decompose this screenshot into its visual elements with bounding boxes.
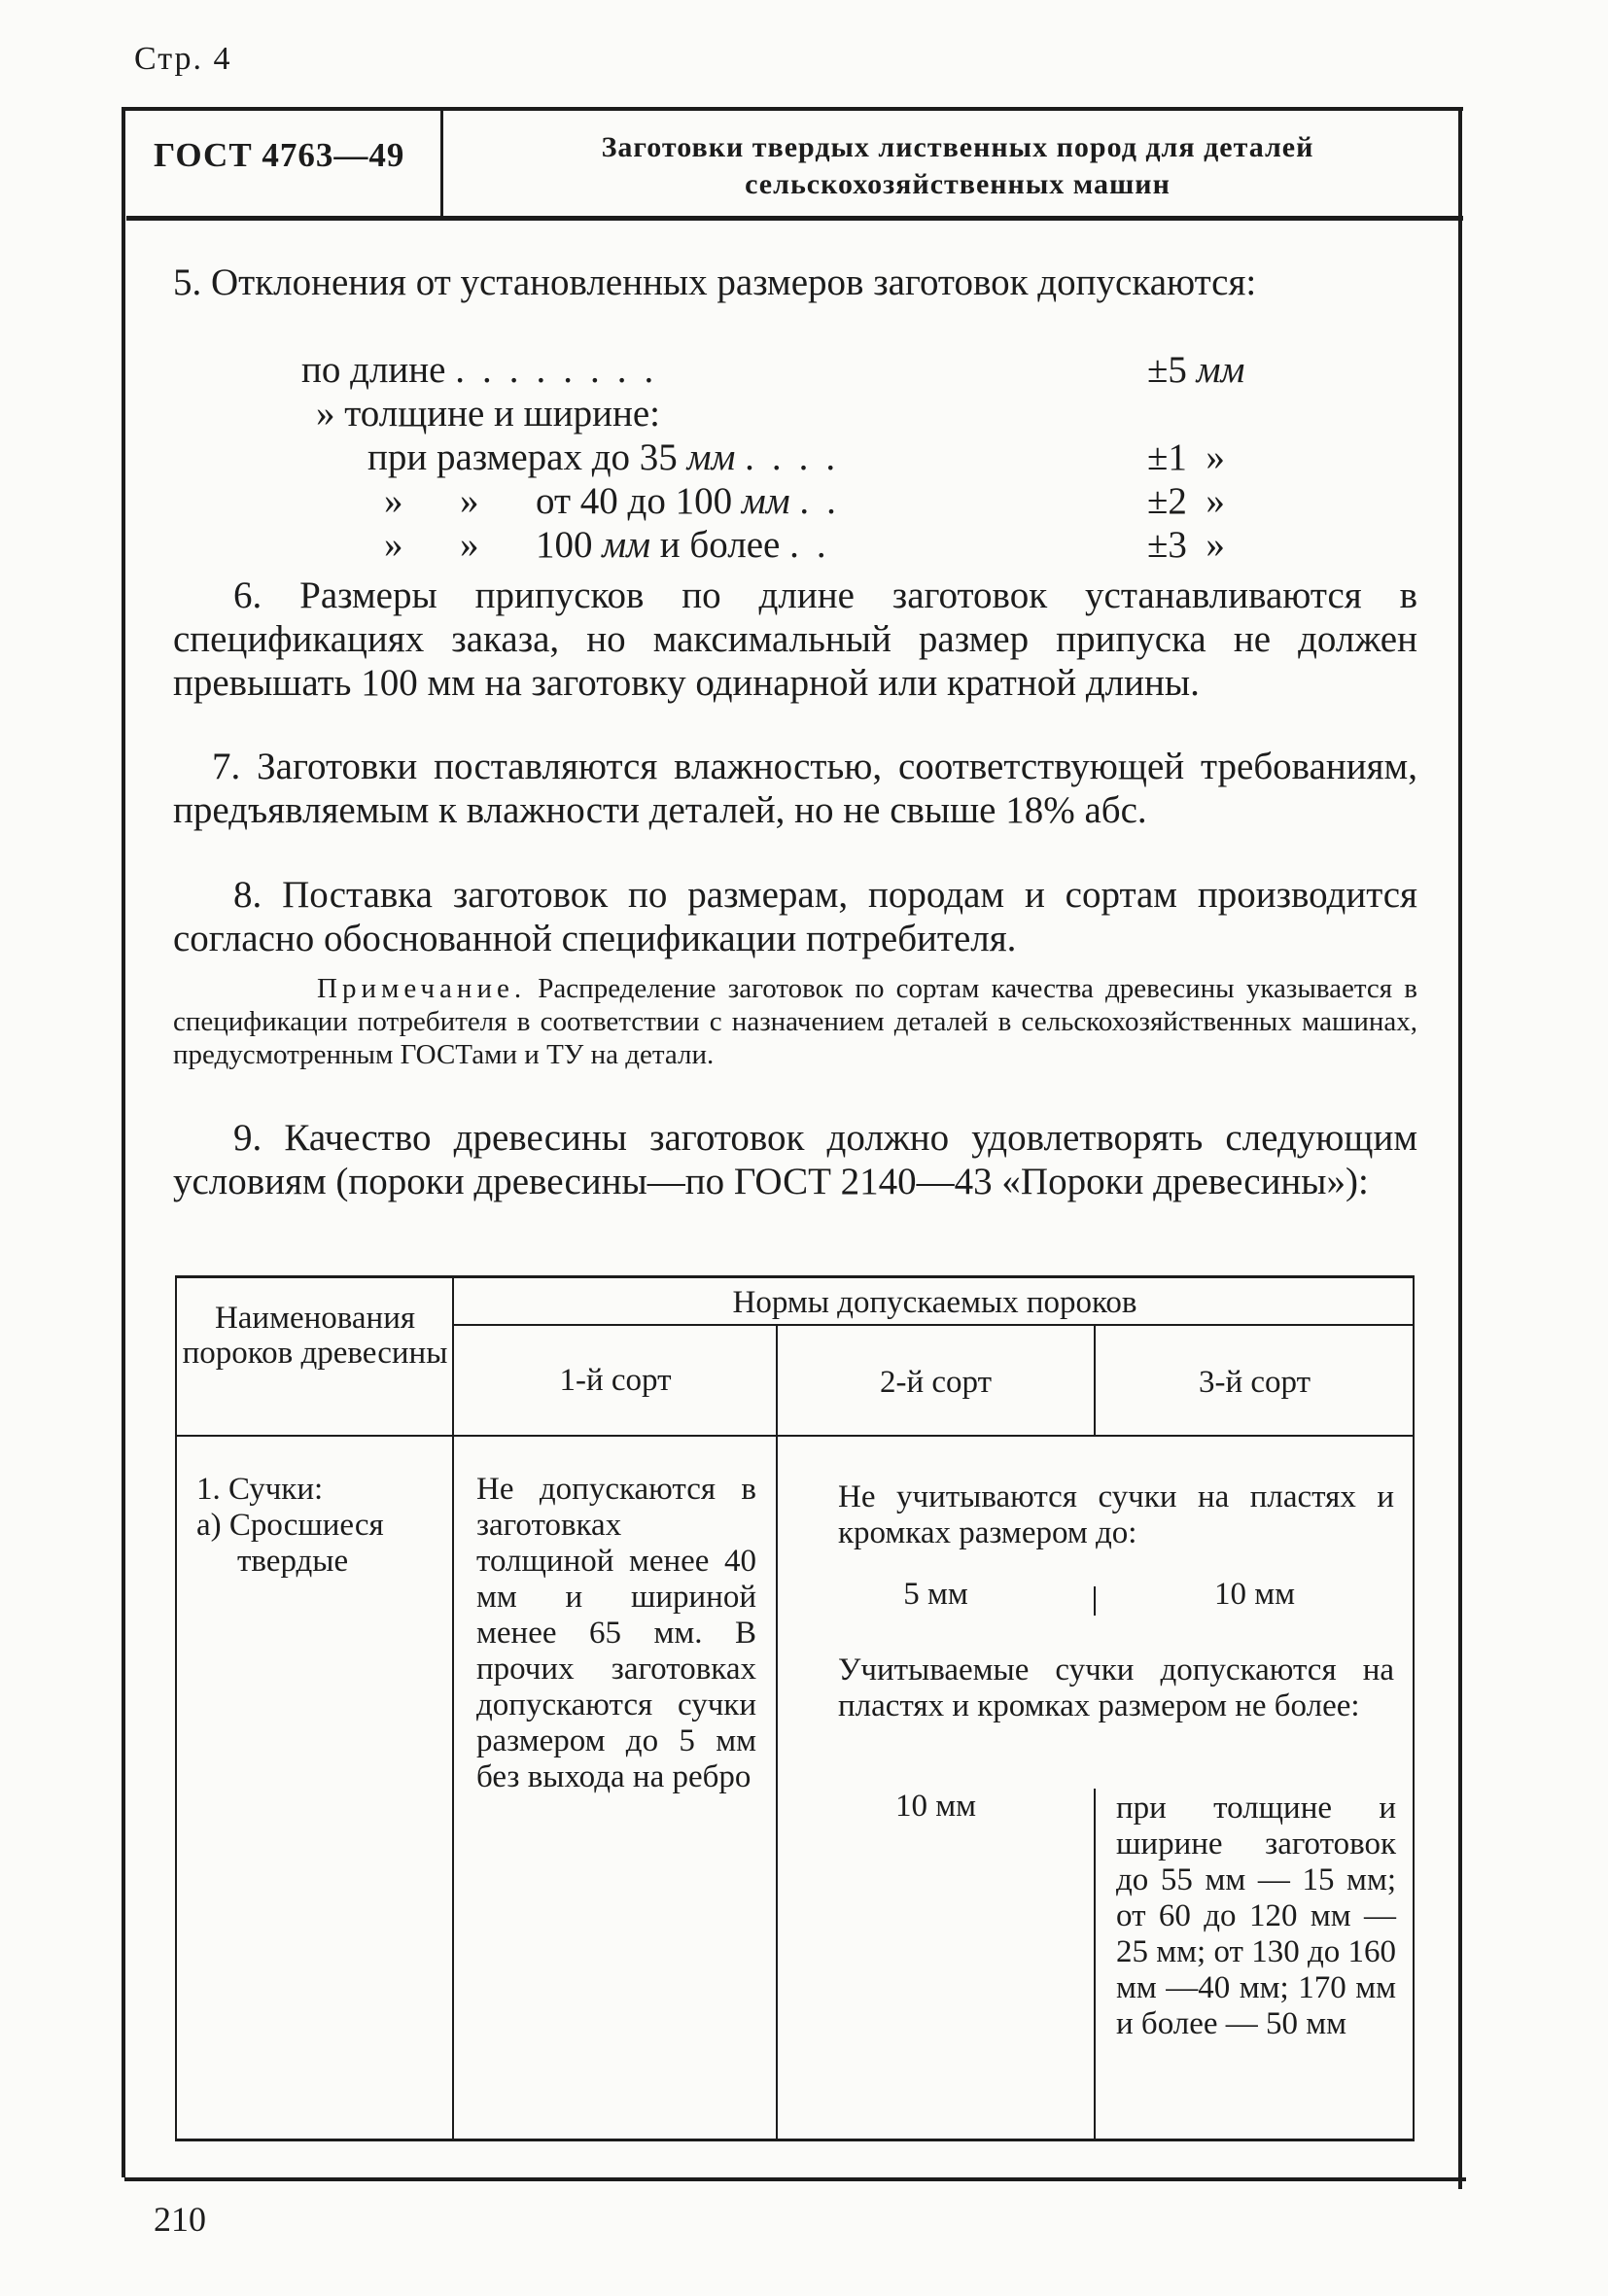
- col-header-grade-2: 2-й сорт: [879, 1365, 993, 1400]
- gost-code: ГОСТ 4763—49: [154, 136, 405, 174]
- table-bottom-rule: [175, 2139, 1415, 2141]
- grade-1-knots-text: Не допускаются в заготовках толщиной менее 40 мм и шириной менее 65 мм. В прочих заготовках допускаются сучки размером до 5 мм без выхода на ребро: [476, 1472, 756, 1794]
- clause-7: 7. Заготовки поставляются влажностью, соответствующей требованиям, предъявляемым к влажности деталей, но не свыше 18% абс.: [173, 746, 1417, 831]
- header-bottom-rule: [126, 216, 1463, 221]
- table-header-rule: [175, 1435, 1415, 1437]
- footer-rule: [124, 2177, 1466, 2181]
- row-name-knots: 1. Сучки:: [196, 1472, 324, 1507]
- table-col2-rule: [776, 1326, 778, 2139]
- page-label: Стр. 4: [134, 41, 232, 77]
- header-divider: [440, 111, 443, 216]
- size-row-3-tolerance: ±3 »: [1147, 524, 1225, 566]
- grade-2-uncounted-size: 5 мм: [903, 1577, 968, 1612]
- frame-left-rule: [122, 107, 125, 2177]
- table-group-rule: [452, 1324, 1415, 1326]
- size-row-2: » » от 40 до 100 мм ..: [384, 480, 854, 522]
- note-label: Примечание.: [317, 973, 527, 1004]
- clause-8: 8. Поставка заготовок по размерам, породам и сортам производится согласно обоснованной спецификации потребителя.: [173, 874, 1417, 959]
- document-title: Заготовки твердых лиственных пород для деталей сельскохозяйственных машин: [601, 131, 1314, 200]
- length-tolerance: ±5 мм: [1147, 349, 1245, 391]
- col-header-grade-1: 1-й сорт: [559, 1363, 672, 1398]
- frame-right-rule: [1458, 109, 1462, 2189]
- table-left-rule: [175, 1275, 177, 2139]
- thickness-label: » толщине и ширине:: [316, 393, 660, 435]
- grades-2-3-counted-text: Учитываемые сучки допускаются на пластях и кромках размером не более:: [838, 1652, 1394, 1723]
- note-text: Распределение заготовок по сортам качества древесины указывается в спецификации потребителя в соответствии с назначением деталей в сельскохозяйственных машинах, предусмотренным ГОСТами и ТУ на детали.: [173, 973, 1417, 1070]
- table-col3-size-rule: [1094, 1586, 1096, 1616]
- col-header-grade-3: 3-й сорт: [1198, 1365, 1311, 1400]
- size-row-2-tolerance: ±2 »: [1147, 480, 1225, 522]
- table-col1-rule: [452, 1275, 454, 2139]
- table-right-rule: [1413, 1275, 1415, 2139]
- length-label: по длине ........: [301, 349, 672, 391]
- note: [173, 972, 1417, 1071]
- table-top-rule: [175, 1275, 1415, 1278]
- size-row-1-tolerance: ±1 »: [1147, 436, 1225, 478]
- grade-3-uncounted-size: 10 мм: [1213, 1577, 1295, 1612]
- col-header-norms: Нормы допускаемых пороков: [732, 1285, 1137, 1320]
- col-header-defect-names: Наименования пороков древесины: [182, 1301, 448, 1371]
- size-row-1: при размерах до 35 мм ....: [367, 436, 854, 478]
- table-col3-max-rule: [1094, 1789, 1096, 2139]
- size-row-3: » » 100 мм и более ..: [384, 524, 844, 566]
- row-name-sound-knots: а) Сросшиеся твердые: [196, 1508, 384, 1579]
- page-number: 210: [154, 2200, 206, 2239]
- grades-2-3-uncounted-text: Не учитываются сучки на пластях и кромках размером до:: [838, 1479, 1394, 1550]
- clause-9: 9. Качество древесины заготовок должно удовлетворять следующим условиям (пороки древесины—по ГОСТ 2140—43 «Пороки древесины»):: [173, 1117, 1417, 1202]
- grade-3-max-size: при толщине и ширине заготовок до 55 мм — 15 мм; от 60 до 120 мм — 25 мм; от 130 до 160 мм —40 мм; 170 мм и более — 50 мм: [1116, 1791, 1396, 2041]
- table-col3-header-rule: [1094, 1326, 1096, 1435]
- clause-5-intro: 5. Отклонения от установленных размеров заготовок допускаются:: [173, 261, 1257, 303]
- grade-2-max-size: 10 мм: [894, 1789, 976, 1824]
- clause-6: 6. Размеры припусков по длине заготовок устанавливаются в спецификациях заказа, но максимальный размер припуска не должен превышать 100 мм на заготовку одинарной или кратной длины.: [173, 574, 1417, 704]
- header-top-rule: [122, 107, 1463, 111]
